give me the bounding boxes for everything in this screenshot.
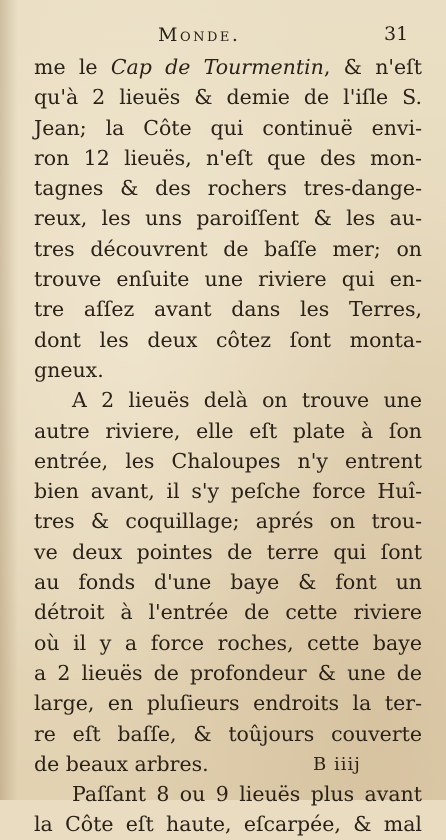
text-line-1-pre: me le bbox=[34, 55, 111, 79]
text-line-11: gneux. bbox=[34, 357, 104, 382]
text-line-23: re eſt baſſe, & toûjours couverte bbox=[34, 721, 422, 746]
text-line-12: A 2 lieuës delà on trouve une bbox=[72, 388, 422, 413]
page-gutter-shadow bbox=[0, 0, 18, 800]
text-line-14: entrée, les Chaloupes n'y entrent bbox=[34, 448, 422, 473]
text-line-15: bien avant, il s'y peſche force Huî- bbox=[34, 479, 422, 504]
text-line-10: dont les deux côtez ſont monta- bbox=[34, 327, 422, 352]
text-line-24: de beaux arbres. bbox=[34, 751, 209, 776]
text-line-9: tre aſſez avant dans les Terres, bbox=[34, 297, 422, 322]
running-head: Monde. bbox=[158, 24, 241, 46]
text-line-1-post: , & n'eſt bbox=[323, 55, 422, 79]
text-line-5: tagnes & des rochers tres-dange- bbox=[34, 176, 422, 201]
text-line-19: détroit à l'entrée de cette riviere bbox=[34, 600, 422, 625]
signature-mark: B iiij bbox=[313, 754, 361, 775]
text-line-26: la Côte eſt haute, eſcarpée, & mal bbox=[34, 812, 422, 837]
body-text bbox=[34, 52, 422, 840]
text-line-16: tres & coquillage; aprés on trou- bbox=[34, 509, 422, 534]
text-line-20: où il y a force roches, cette baye bbox=[34, 630, 422, 655]
text-line-1 bbox=[34, 52, 422, 82]
text-line-3: Jean; la Côte qui continuë envi- bbox=[34, 115, 422, 140]
text-line-21: a 2 lieuës de profondeur & une de bbox=[34, 660, 422, 685]
text-line-22: large, en pluſieurs endroits la ter- bbox=[34, 691, 422, 716]
text-line-13: autre riviere, elle eſt plate à ſon bbox=[34, 418, 422, 443]
page-header bbox=[0, 20, 446, 46]
page-number: 31 bbox=[384, 23, 409, 45]
text-line-18: au fonds d'une baye & font un bbox=[34, 570, 422, 595]
text-line-2: qu'à 2 lieuës & demie de l'iſle S. bbox=[34, 85, 422, 110]
text-line-4: ron 12 lieuës, n'eſt que des mon- bbox=[34, 145, 422, 170]
text-line-17: ve deux pointes de terre qui ſont bbox=[34, 539, 422, 564]
text-line-6: reux, les uns paroiſſent & les au- bbox=[34, 206, 422, 231]
text-line-7: tres découvrent de baſſe mer; on bbox=[34, 236, 422, 261]
place-name-italic: Cap de Tourmentin bbox=[110, 55, 324, 79]
text-line-25: Paſſant 8 ou 9 lieuës plus avant bbox=[72, 782, 422, 807]
text-line-8: trouve enſuite une riviere qui en- bbox=[34, 267, 422, 292]
